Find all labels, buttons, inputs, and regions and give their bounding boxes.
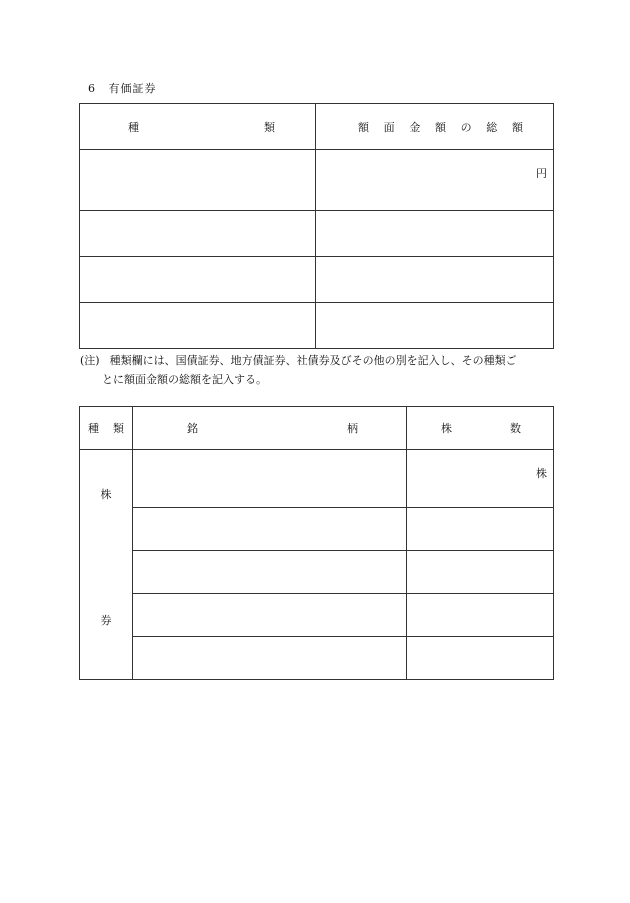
header-total-char: 面 <box>383 120 395 134</box>
brand-cell[interactable] <box>133 637 407 680</box>
header-shares-char: 数 <box>510 422 521 435</box>
note-line-1: 種類欄には、国債証券、地方債証券、社債券及びその他の別を記入し、その種類ご <box>109 354 517 367</box>
kind-merged-cell <box>80 450 133 680</box>
header-total-char: 額 <box>511 120 523 134</box>
kind-cell[interactable] <box>80 211 316 257</box>
table-row <box>80 508 554 551</box>
stock-certificates-table <box>79 406 554 680</box>
amount-cell[interactable] <box>316 303 554 349</box>
table-row <box>80 257 554 303</box>
kind-cell[interactable] <box>80 150 316 211</box>
header-kind-char: 類 <box>264 120 275 134</box>
amount-cell[interactable] <box>316 211 554 257</box>
shares-cell[interactable] <box>407 508 554 551</box>
header-brand <box>133 407 407 450</box>
section-heading <box>88 80 157 96</box>
footnote <box>80 351 560 389</box>
kind-cell[interactable] <box>80 257 316 303</box>
table-row <box>80 450 554 508</box>
table-row <box>80 303 554 349</box>
header-kind-char: 種 <box>128 120 139 134</box>
kind-cell[interactable] <box>80 303 316 349</box>
kind-char-certificate: 券 <box>100 614 112 627</box>
section-title: 有価証券 <box>108 82 157 95</box>
header-total-char: 金 <box>409 120 421 134</box>
table-row <box>80 211 554 257</box>
table-row <box>80 150 554 211</box>
header-kind-char: 類 <box>113 422 124 435</box>
amount-cell[interactable] <box>316 257 554 303</box>
shares-cell[interactable] <box>407 450 554 508</box>
brand-cell[interactable] <box>133 450 407 508</box>
section-number: 6 <box>88 82 96 95</box>
header-total-char: 額 <box>434 120 446 134</box>
brand-cell[interactable] <box>133 594 407 637</box>
header-total-char: の <box>460 120 472 134</box>
header-total-face-value <box>316 104 554 150</box>
header-kind-char: 種 <box>88 422 99 435</box>
shares-cell[interactable] <box>407 551 554 594</box>
header-kind <box>80 104 316 150</box>
securities-table-header <box>80 104 554 150</box>
table-row <box>80 551 554 594</box>
header-brand-char: 銘 <box>187 422 198 435</box>
brand-cell[interactable] <box>133 551 407 594</box>
header-kind <box>80 407 133 450</box>
header-shares <box>407 407 554 450</box>
note-label: (注) <box>80 354 100 367</box>
shares-cell[interactable] <box>407 594 554 637</box>
header-total-char: 額 <box>358 120 369 134</box>
amount-cell[interactable] <box>316 150 554 211</box>
securities-table <box>79 103 554 349</box>
header-total-char: 総 <box>486 120 498 134</box>
brand-cell[interactable] <box>133 508 407 551</box>
note-line-2: とに額面金額の総額を記入する。 <box>102 373 267 386</box>
header-shares-char: 株 <box>441 422 452 435</box>
stock-table-header <box>80 407 554 450</box>
shares-unit: 株 <box>536 467 547 480</box>
header-brand-char: 柄 <box>347 422 358 435</box>
table-row <box>80 594 554 637</box>
kind-char-stock: 株 <box>100 488 112 501</box>
shares-cell[interactable] <box>407 637 554 680</box>
yen-unit: 円 <box>536 167 547 180</box>
table-row <box>80 637 554 680</box>
